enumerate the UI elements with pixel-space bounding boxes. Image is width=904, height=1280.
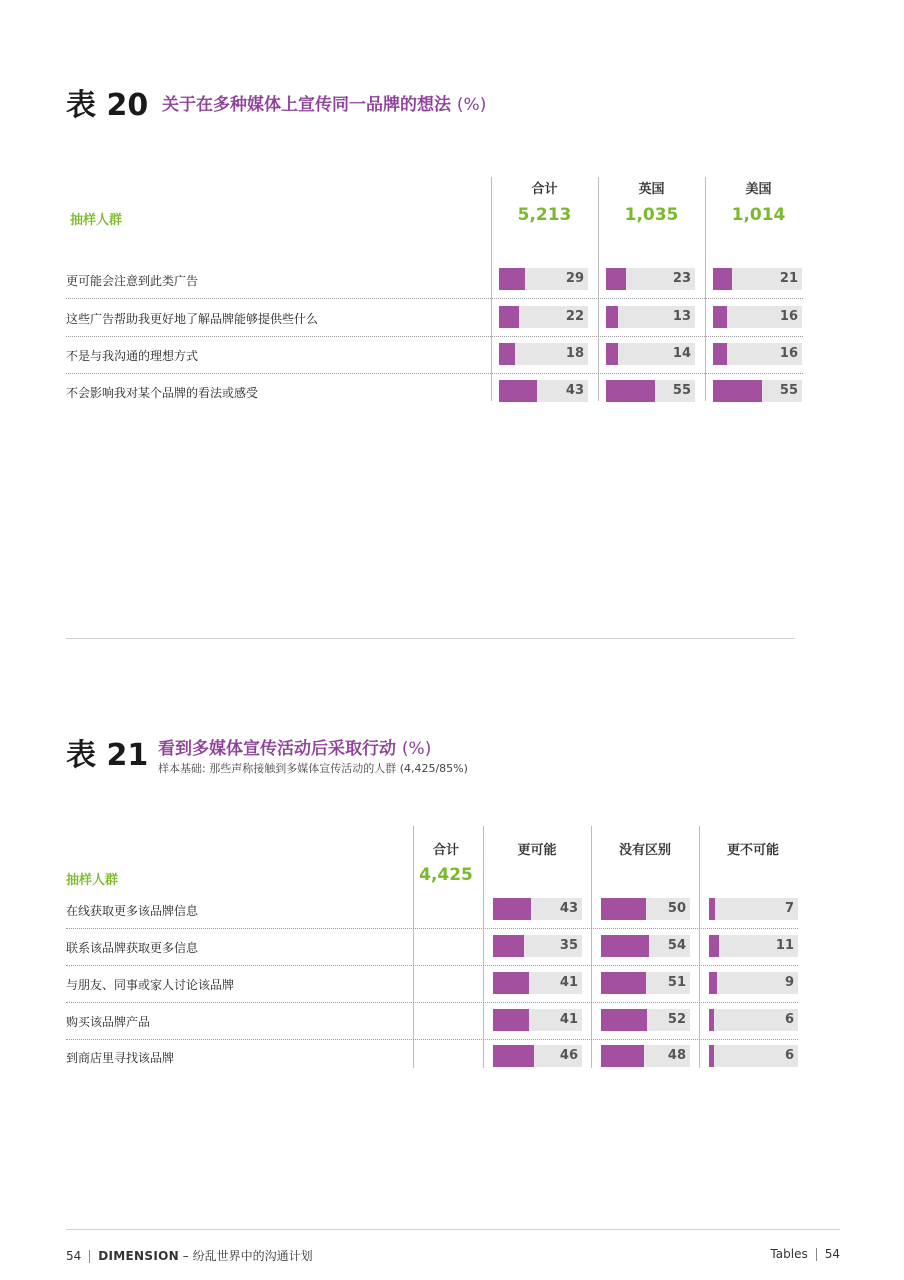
table21-bar-value: 51 — [667, 975, 686, 990]
table21-bar-value: 6 — [784, 1048, 794, 1063]
table21-bar-fill — [601, 1009, 647, 1031]
table21-bar-value: 6 — [784, 1012, 794, 1027]
footer-separator-right — [816, 1248, 817, 1261]
table21-col-header: 更可能 — [517, 843, 557, 858]
table20-row-separator — [66, 298, 803, 299]
table21-bar-fill — [601, 972, 646, 994]
table20-bar-fill — [499, 306, 519, 328]
table20-bar-value: 29 — [565, 271, 584, 286]
table20-row-separator — [66, 336, 803, 337]
table20-row-separator — [66, 373, 803, 374]
table21-col-header: 没有区别 — [618, 843, 671, 858]
table20-bar-value: 13 — [672, 309, 691, 324]
table21-bar — [601, 935, 690, 957]
table20-bar — [499, 343, 588, 365]
table21-bar — [493, 935, 582, 957]
table20-sample-label: 抽样人群 — [70, 213, 123, 228]
table20-bar-fill — [713, 268, 732, 290]
table21-row-label: 联系该品牌获取更多信息 — [66, 941, 199, 955]
table21-bar-value: 52 — [667, 1012, 686, 1027]
table21-divider-3 — [699, 826, 700, 1068]
table21-bar-fill — [601, 1045, 644, 1067]
table20-bar-fill — [606, 380, 655, 402]
table20-bar-value: 16 — [779, 309, 798, 324]
footer-page-left: 54 — [66, 1249, 82, 1263]
table21-sample-label: 抽样人群 — [66, 873, 119, 888]
table21-bar-fill — [493, 972, 529, 994]
table20-bar-value: 14 — [672, 346, 691, 361]
table20-bar — [606, 268, 695, 290]
table20-bar-fill — [606, 343, 618, 365]
table20-title — [162, 90, 486, 115]
table20-bar — [499, 268, 588, 290]
table21-bar-value: 48 — [667, 1048, 686, 1063]
table20-bar-fill — [499, 268, 525, 290]
table21-bar — [601, 1009, 690, 1031]
table21-divider-0 — [413, 826, 414, 1068]
footer-brand: DIMENSION — [98, 1249, 179, 1263]
table20-col-sample: 1,035 — [624, 205, 679, 225]
table21-bar — [493, 1045, 582, 1067]
table21-bar-value: 7 — [784, 901, 794, 916]
table21-unit: (%) — [401, 739, 432, 759]
table20-bar-fill — [713, 306, 727, 328]
table21-bar — [493, 1009, 582, 1031]
table20-number: 表 20 — [66, 88, 149, 123]
table21-bar-value: 50 — [667, 901, 686, 916]
table21-bar — [493, 898, 582, 920]
table20-bar-fill — [499, 343, 515, 365]
table20-bar-fill — [606, 306, 618, 328]
table21-row-label: 与朋友、同事或家人讨论该品牌 — [66, 978, 235, 992]
table21-total-sample: 4,425 — [419, 865, 473, 885]
table20-col-sample: 1,014 — [731, 205, 786, 225]
table21-number: 表 21 — [66, 738, 149, 773]
table21-row-separator — [66, 1002, 798, 1003]
table21-bar-value: 43 — [559, 901, 578, 916]
table20-bar — [606, 343, 695, 365]
table20-bar-value: 18 — [565, 346, 584, 361]
table21-bar-value: 41 — [559, 975, 578, 990]
table21-row-label: 在线获取更多该品牌信息 — [66, 904, 199, 918]
footer-separator — [89, 1250, 90, 1263]
footer-right — [770, 1247, 840, 1261]
table20-bar — [713, 268, 802, 290]
table21-title-text: 看到多媒体宣传活动后采取行动 — [158, 739, 396, 759]
table20-bar-fill — [606, 268, 626, 290]
table21-col-header: 更不可能 — [726, 843, 779, 858]
table21-bar-fill — [709, 972, 717, 994]
table21-bar-fill — [709, 935, 719, 957]
table20-bar-value: 55 — [672, 383, 691, 398]
table21-bar-fill — [493, 935, 524, 957]
table21-bar-fill — [601, 898, 646, 920]
table21-bar — [709, 1009, 798, 1031]
table21-total-header: 合计 — [432, 843, 459, 858]
table20-row-label: 更可能会注意到此类广告 — [66, 274, 199, 288]
footer-page-right: 54 — [824, 1247, 840, 1261]
footer-rule — [66, 1229, 840, 1230]
table20-bar-value: 43 — [565, 383, 584, 398]
table21-row-separator — [66, 965, 798, 966]
table21-bar-value: 35 — [559, 938, 578, 953]
section-divider — [66, 638, 795, 639]
table21-bar-value: 9 — [784, 975, 794, 990]
table21-bar-fill — [709, 898, 715, 920]
table21-bar — [493, 972, 582, 994]
table20-bar — [499, 306, 588, 328]
table20-bar-value: 21 — [779, 271, 798, 286]
table21-bar — [709, 972, 798, 994]
table21-bar-value: 41 — [559, 1012, 578, 1027]
table21-title — [158, 734, 431, 759]
table20-bar-fill — [499, 380, 537, 402]
table20-bar-value: 22 — [565, 309, 584, 324]
table20-bar-fill — [713, 343, 727, 365]
table21-divider-2 — [591, 826, 592, 1068]
table20-bar — [499, 380, 588, 402]
table21-bar-fill — [493, 1009, 529, 1031]
table21-bar-value: 46 — [559, 1048, 578, 1063]
table21-row-label: 到商店里寻找该品牌 — [66, 1051, 175, 1065]
table21-divider-1 — [483, 826, 484, 1068]
table20-col-header: 英国 — [638, 182, 665, 197]
table20-bar — [713, 306, 802, 328]
table21-bar-fill — [493, 898, 531, 920]
table21-bar — [709, 935, 798, 957]
table20-unit: (%) — [456, 95, 487, 115]
table21-bar-fill — [601, 935, 649, 957]
table20-bar-value: 55 — [779, 383, 798, 398]
table20-row-label: 不会影响我对某个品牌的看法或感受 — [66, 386, 259, 400]
footer-section: Tables — [770, 1247, 808, 1261]
table20-col-header: 美国 — [745, 182, 772, 197]
table20-row-label: 这些广告帮助我更好地了解品牌能够提供些什么 — [66, 312, 319, 326]
table20-bar — [713, 380, 802, 402]
table20-bar-value: 23 — [672, 271, 691, 286]
table20-bar-value: 16 — [779, 346, 798, 361]
table20-bar — [606, 380, 695, 402]
table21-subtitle: 样本基础: 那些声称接触到多媒体宣传活动的人群 (4,425/85%) — [158, 762, 468, 775]
table20-bar — [606, 306, 695, 328]
table21-row-separator — [66, 928, 798, 929]
table21-row-separator — [66, 1039, 798, 1040]
table21-bar-fill — [709, 1045, 714, 1067]
footer-doc-title: – 纷乱世界中的沟通计划 — [182, 1249, 313, 1263]
table21-row-label: 购买该品牌产品 — [66, 1015, 151, 1029]
table21-bar — [709, 1045, 798, 1067]
table20-col-sample: 5,213 — [517, 205, 572, 225]
table20-bar — [713, 343, 802, 365]
footer-left — [66, 1247, 313, 1264]
table21-bar-fill — [493, 1045, 534, 1067]
table21-bar — [601, 1045, 690, 1067]
table21-bar-value: 54 — [667, 938, 686, 953]
table21-bar — [601, 972, 690, 994]
table20-col-header: 合计 — [531, 182, 558, 197]
table21-bar — [601, 898, 690, 920]
table21-bar-fill — [709, 1009, 714, 1031]
table21-bar — [709, 898, 798, 920]
table20-row-label: 不是与我沟通的理想方式 — [66, 349, 199, 363]
table20-bar-fill — [713, 380, 762, 402]
table21-bar-value: 11 — [775, 938, 794, 953]
table20-title-text: 关于在多种媒体上宣传同一品牌的想法 — [162, 95, 451, 115]
